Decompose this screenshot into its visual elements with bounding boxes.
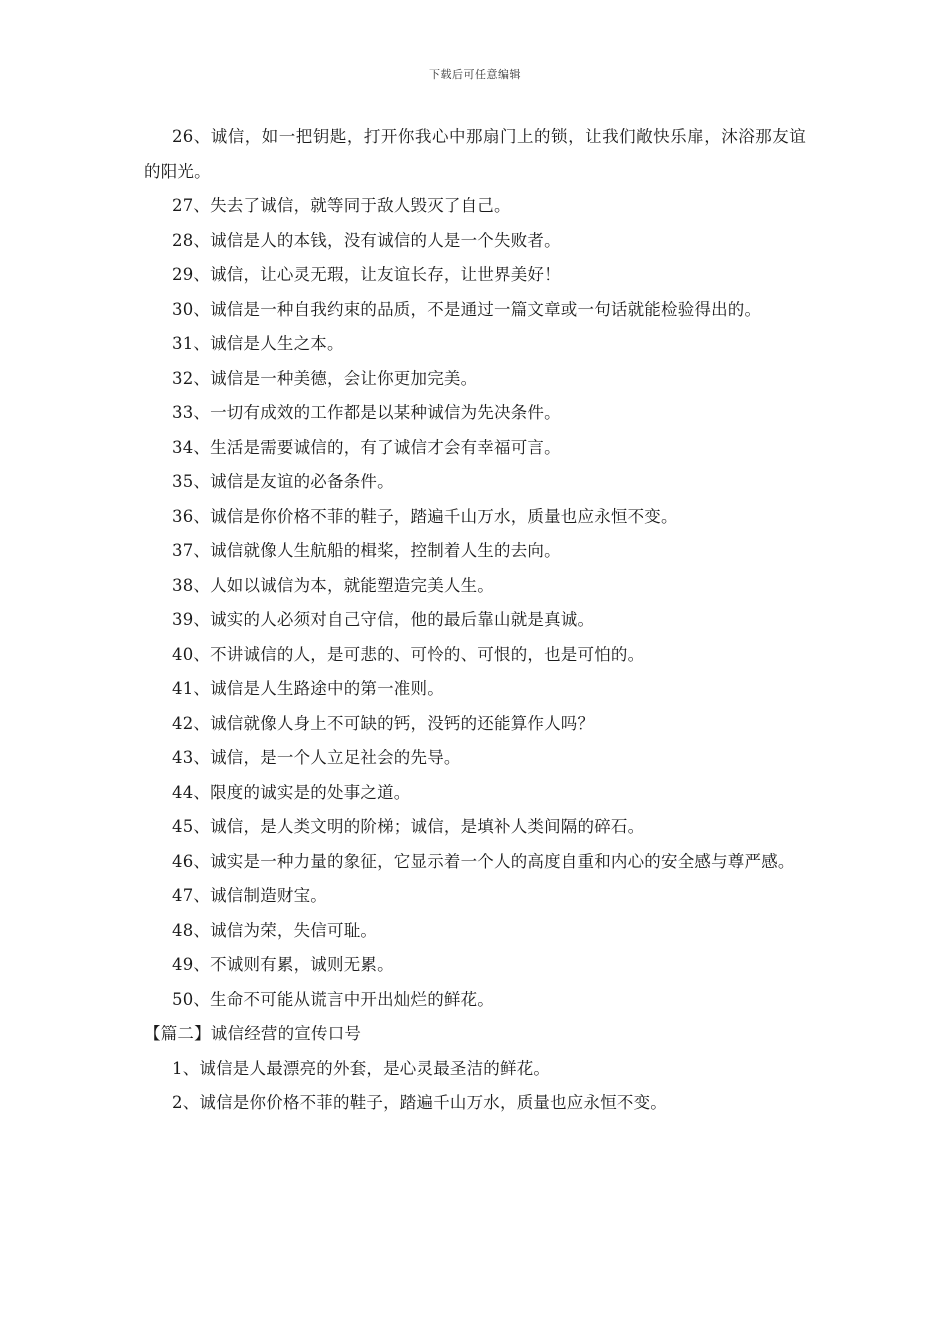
list-item: 41、诚信是人生路途中的第一准则。 [172,679,444,698]
list-item: 36、诚信是你价格不菲的鞋子，踏遍千山万水，质量也应永恒不变。 [172,506,678,526]
list-item: 33、一切有成效的工作都是以某种诚信为先决条件。 [172,403,561,422]
list-item: 46、诚实是一种力量的象征，它显示着一个人的高度自重和内心的安全感与尊严感。 [172,851,795,871]
list-item: 39、诚实的人必须对自己守信，他的最后靠山就是真诚。 [172,610,595,629]
list-item: 42、诚信就像人身上不可缺的钙，没钙的还能算作人吗？ [172,713,595,733]
document-body [144,120,806,1121]
list-item: 35、诚信是友谊的必备条件。 [172,472,394,491]
list-item: 27、失去了诚信，就等同于敌人毁灭了自己。 [172,196,511,215]
list-item: 31、诚信是人生之本。 [172,334,344,353]
list-item: 30、诚信是一种自我约束的品质，不是通过一篇文章或一句话就能检验得出的。 [172,299,762,319]
list-item: 40、不讲诚信的人，是可悲的、可怜的、可恨的，也是可怕的。 [172,644,645,664]
list-item: 45、诚信，是人类文明的阶梯；诚信，是填补人类间隔的碎石。 [172,817,645,836]
list-item: 47、诚信制造财宝。 [172,886,327,905]
list-item: 28、诚信是人的本钱，没有诚信的人是一个失败者。 [172,230,561,250]
list-item: 49、不诚则有累，诚则无累。 [172,955,394,974]
page-header-note: 下载后可任意编辑 [429,68,521,81]
list-item: 32、诚信是一种美德，会让你更加完美。 [172,368,478,388]
list-item: 37、诚信就像人生航船的楫桨，控制着人生的去向。 [172,541,561,560]
list-item: 1、诚信是人最漂亮的外套，是心灵最圣洁的鲜花。 [172,1058,551,1078]
list-item: 34、生活是需要诚信的，有了诚信才会有幸福可言。 [172,437,561,457]
list-item: 50、生命不可能从谎言中开出灿烂的鲜花。 [172,989,494,1009]
list-item: 48、诚信为荣，失信可耻。 [172,920,378,940]
list-item: 29、诚信，让心灵无瑕，让友谊长存，让世界美好！ [172,265,561,284]
list-item: 2、诚信是你价格不菲的鞋子，踏遍千山万水，质量也应永恒不变。 [172,1093,667,1112]
list-item: 38、人如以诚信为本，就能塑造完美人生。 [172,575,494,595]
list-item: 43、诚信，是一个人立足社会的先导。 [172,748,461,767]
list-item: 26、诚信，如一把钥匙，打开你我心中那扇门上的锁，让我们敞快乐扉，沐浴那友谊的阳光。 [144,127,806,181]
section-heading: 【篇二】诚信经营的宣传口号 [144,1024,362,1043]
list-item: 44、限度的诚实是的处事之道。 [172,782,411,802]
